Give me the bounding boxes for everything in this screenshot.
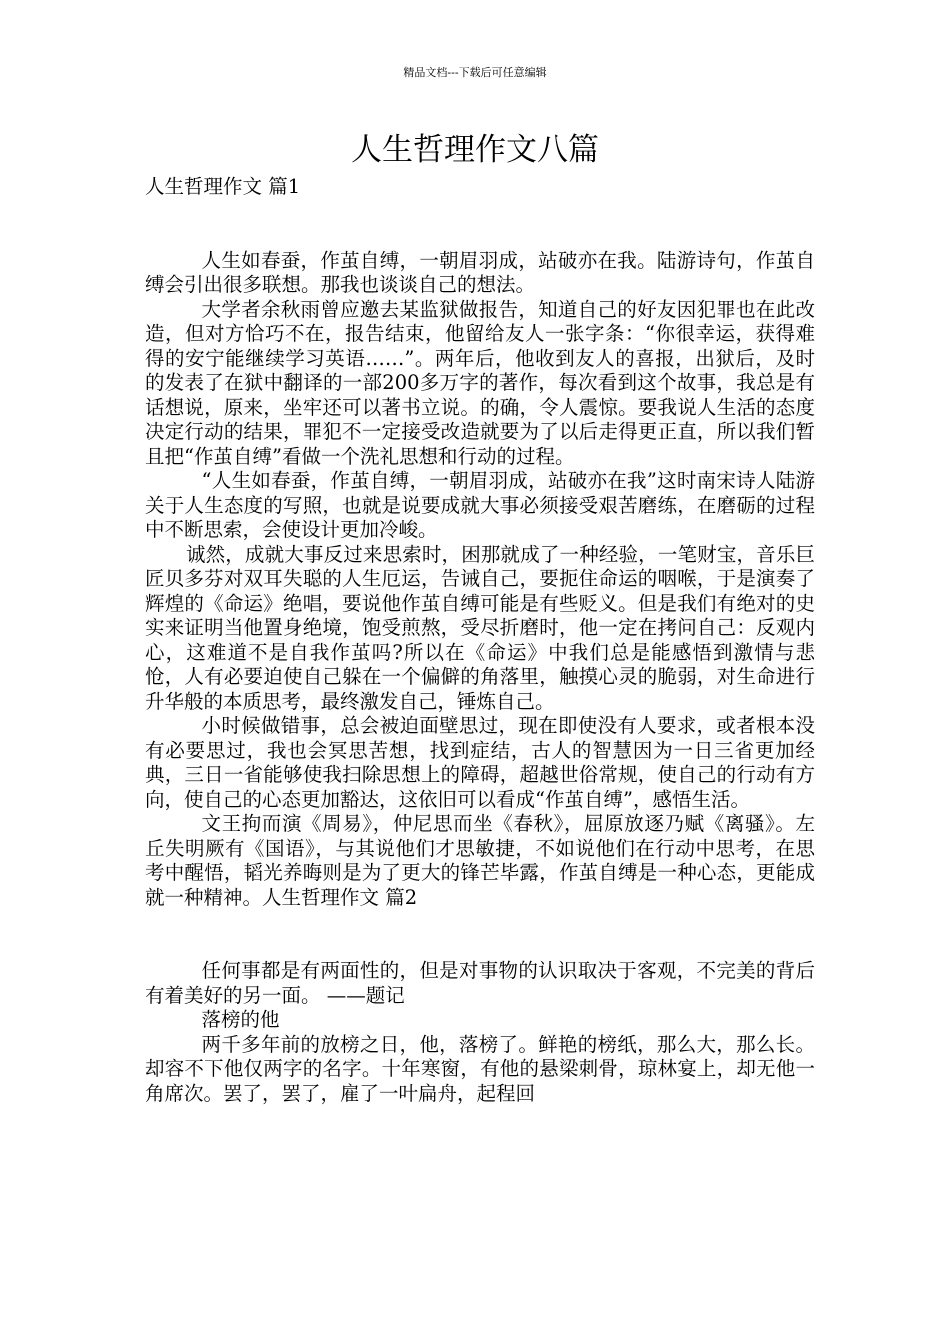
paragraph-text: 文王拘而演《周易》，仲尼思而坐《春秋》，屈原放逐乃赋《离骚》。左丘失明厥有《国语》，与其说他们才思敏捷，不如说他们在行动中思考，在思考中醒悟，韬光养晦则是为了更大的锋芒毕露，作茧自缚是一种心态，更能成就一种精神。 (145, 812, 815, 909)
paragraph: “人生如春蚕，作茧自缚，一朝眉羽成，站破亦在我”这时南宋诗人陆游关于人生态度的写照，也就是说要成就大事必须接受艰苦磨练，在磨砺的过程中不断思索，会使设计更加冷峻。 (145, 469, 815, 541)
paragraph: 小时候做错事，总会被迫面壁思过，现在即使没有人要求，或者根本没有必要思过，我也会冥思苦想，找到症结，古人的智慧因为一日三省更加经典，三日一省能够使我扫除思想上的障碍，超越世俗常规，使自己的行动有方向，使自己的心态更加豁达，这依旧可以看成“作茧自缚”，感悟生活。 (145, 714, 815, 811)
document-body (145, 175, 815, 1106)
paragraph (145, 812, 815, 910)
paragraph: 大学者余秋雨曾应邀去某监狱做报告，知道自己的好友因犯罪也在此改造，但对方恰巧不在，报告结束，他留给友人一张字条：“你很幸运，获得难得的安宁能继续学习英语……”。两年后，他收到友人的喜报，出狱后，及时的发表了在狱中翻译的一部200多万字的著作，每次看到这个故事，我总是有话想说，原来，坐牢还可以著书立说。的确，令人震惊。要我说人生活的态度决定行动的结果，罪犯不一定接受改造就要为了以后走得更正直，所以我们暂且把“作茧自缚”看做一个洗礼思想和行动的过程。 (145, 297, 815, 468)
blank-gap (145, 910, 815, 959)
section-heading-2: 人生哲理作文 篇2 (262, 885, 418, 909)
paragraph: 人生如春蚕，作茧自缚，一朝眉羽成，站破亦在我。陆游诗句，作茧自缚会引出很多联想。那我也谈谈自己的想法。 (145, 248, 815, 296)
blank-gap (145, 200, 815, 249)
paragraph: 两千多年前的放榜之日，他，落榜了。鲜艳的榜纸，那么大，那么长。却容不下他仅两字的名字。十年寒窗，有他的悬梁刺骨，琼林宴上，却无他一角席次。罢了，罢了，雇了一叶扁舟，起程回 (145, 1032, 815, 1105)
section-heading-1: 人生哲理作文 篇1 (145, 175, 301, 198)
subheading: 落榜的他 (201, 1008, 280, 1031)
document-title: 人生哲理作文八篇 (351, 132, 599, 168)
paragraph: 诚然，成就大事反过来思索时，困那就成了一种经验，一笔财宝，音乐巨匠贝多芬对双耳失聪的人生厄运，告诫自己，要扼住命运的咽喉，于是演奏了辉煌的《命运》绝唱，要说他作茧自缚可能是有些贬义。但是我们有绝对的史实来证明当他置身绝境，饱受煎熬，受尽折磨时，他一定在拷问自己：反观内心，这难道不是自我作茧吗?所以在《命运》中我们总是能感悟到激情与悲怆，人有必要迫使自己躲在一个偏僻的角落里，触摸心灵的脆弱，对生命进行升华般的本质思考，最终激发自己，锤炼自己。 (145, 542, 815, 713)
header-note: 精品文档---下载后可任意编辑 (403, 66, 547, 79)
paragraph: 任何事都是有两面性的，但是对事物的认识取决于客观，不完美的背后有着美好的另一面。 ——题记 (145, 959, 815, 1007)
